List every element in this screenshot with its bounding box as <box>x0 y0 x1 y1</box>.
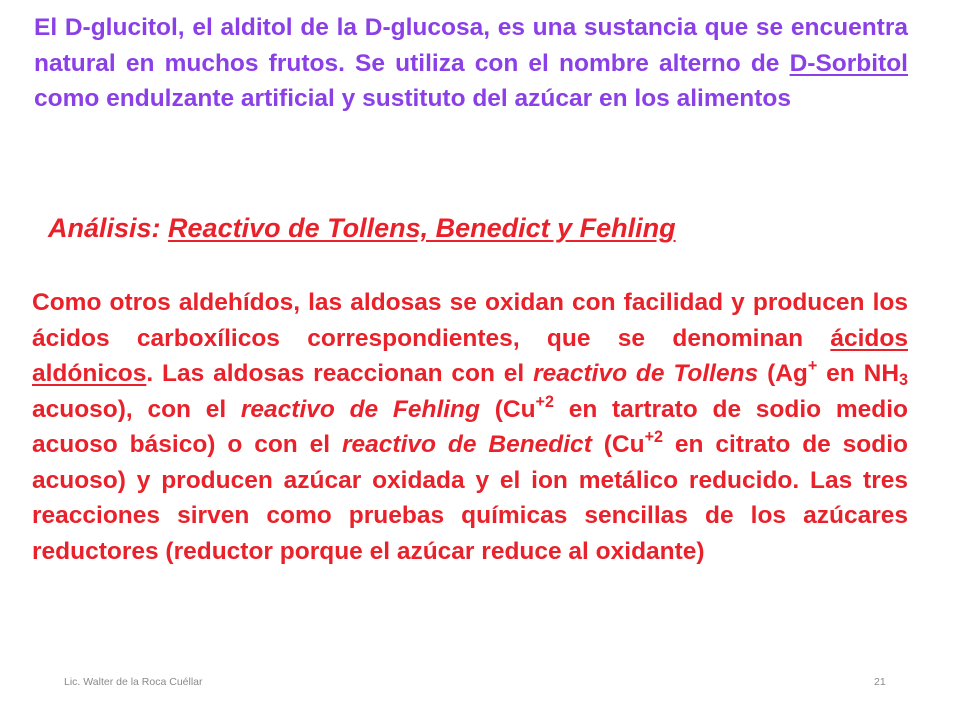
body-paragraph <box>32 285 908 569</box>
analysis-heading <box>48 210 908 246</box>
body-text-8: (Cu <box>591 431 645 458</box>
page-number: 21 <box>874 676 886 688</box>
body-text-7: en tartrato de sodio medio acuoso básico) o con el <box>32 395 908 458</box>
fehling-term: reactivo de Fehling <box>240 395 480 423</box>
aldonic-acids-term: ácidos aldónicos <box>32 324 908 387</box>
nh3-subscript: 3 <box>899 371 909 390</box>
footer-author: Lic. Walter de la Roca Cuéllar <box>64 676 203 688</box>
benedict-term: reactivo de Benedict <box>342 431 592 458</box>
body-text-5: acuoso), con el <box>32 395 241 423</box>
ag-charge: + <box>807 356 818 375</box>
body-text-1: Como otros aldehídos, las aldosas se oxidan con facilidad y producen los ácidos carboxílicos correspondientes, que se denominan <box>32 289 908 352</box>
sorbitol-term: D-Sorbitol <box>789 49 908 77</box>
intro-paragraph <box>34 10 908 117</box>
body-text-6: (Cu <box>480 395 536 423</box>
body-text-3: (Ag <box>758 360 808 387</box>
cu-charge-1: +2 <box>535 392 554 411</box>
heading-reagents: Reactivo de Tollens, Benedict y Fehling <box>168 213 676 243</box>
body-text-9: en citrato de sodio acuoso) y producen azúcar oxidada y el ion metálico reducido. Las tres reacciones sirven como pruebas químicas sencillas de los azúcares reductores (reductor porque el azúcar reduce al oxidante) <box>32 431 909 565</box>
intro-text-end: como endulzante artificial y sustituto del azúcar en los alimentos <box>34 85 791 112</box>
body-text-4: en NH <box>817 360 900 387</box>
heading-prefix: Análisis: <box>48 213 169 243</box>
intro-text-start: El D-glucitol, el alditol de la D-glucosa, es una sustancia que se encuentra natural en muchos frutos. Se utiliza con el nombre alterno de <box>34 14 908 77</box>
cu-charge-2: +2 <box>644 427 664 446</box>
tollens-term: reactivo de Tollens <box>533 360 759 387</box>
body-text-2: . Las aldosas reaccionan con el <box>146 360 534 387</box>
